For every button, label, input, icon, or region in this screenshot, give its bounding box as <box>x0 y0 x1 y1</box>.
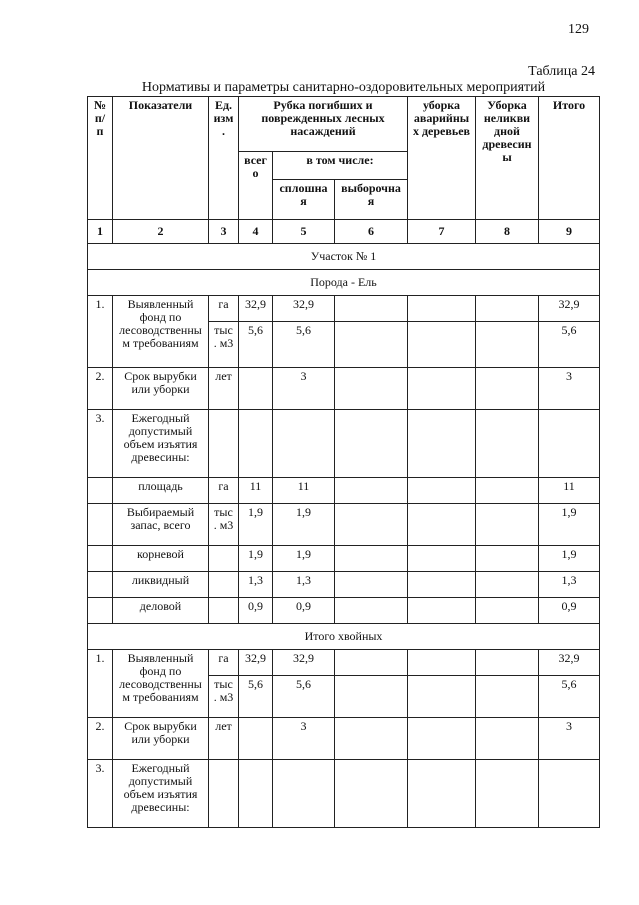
row-number <box>88 504 113 546</box>
header-cleanup: уборка аварийны х деревьев <box>408 97 476 220</box>
cell-selective <box>335 676 408 718</box>
cell-removal <box>476 504 539 546</box>
section-conifers-total: Итого хвойных <box>88 624 600 650</box>
cell-continuous: 5,6 <box>273 322 335 368</box>
table-row <box>88 478 600 504</box>
cell-removal <box>476 478 539 504</box>
colnum-5: 5 <box>273 220 335 244</box>
cell-removal <box>476 572 539 598</box>
row-number: 2. <box>88 368 113 410</box>
row-number: 3. <box>88 410 113 478</box>
cell-selective <box>335 598 408 624</box>
cell-total: 11 <box>539 478 600 504</box>
row-unit <box>209 598 239 624</box>
cell-continuous: 32,9 <box>273 296 335 322</box>
cell-all: 5,6 <box>239 322 273 368</box>
cell-total: 3 <box>539 368 600 410</box>
colnum-8: 8 <box>476 220 539 244</box>
row-name: Выбираемый запас, всего <box>113 504 209 546</box>
cell-continuous: 0,9 <box>273 598 335 624</box>
table-label: Таблица 24 <box>528 64 595 79</box>
row-name: корневой <box>113 546 209 572</box>
colnum-2: 2 <box>113 220 209 244</box>
cell-cleanup <box>408 296 476 322</box>
table-title: Нормативы и параметры санитарно-оздоровительных мероприятий <box>141 80 546 95</box>
row-name: Ежегодный допустимый объем изъятия древесины: <box>113 760 209 828</box>
row-name: ликвидный <box>113 572 209 598</box>
row-number: 1. <box>88 650 113 718</box>
cell-removal <box>476 368 539 410</box>
cell-all: 32,9 <box>239 650 273 676</box>
row-number <box>88 546 113 572</box>
table-row <box>88 650 600 676</box>
colnum-9: 9 <box>539 220 600 244</box>
cell-continuous <box>273 410 335 478</box>
row-unit: га <box>209 296 239 322</box>
cell-cleanup <box>408 760 476 828</box>
cell-removal <box>476 296 539 322</box>
colnum-3: 3 <box>209 220 239 244</box>
cell-total: 3 <box>539 718 600 760</box>
cell-continuous: 11 <box>273 478 335 504</box>
cell-cleanup <box>408 410 476 478</box>
row-name: Выявленный фонд по лесоводственны м требованиям <box>113 296 209 368</box>
cell-continuous: 3 <box>273 368 335 410</box>
row-number: 1. <box>88 296 113 368</box>
cell-all <box>239 718 273 760</box>
cell-cleanup <box>408 322 476 368</box>
cell-continuous: 1,3 <box>273 572 335 598</box>
cell-removal <box>476 598 539 624</box>
cell-continuous: 32,9 <box>273 650 335 676</box>
row-unit <box>209 546 239 572</box>
row-unit <box>209 410 239 478</box>
row-number <box>88 478 113 504</box>
cell-total: 32,9 <box>539 650 600 676</box>
cell-continuous: 3 <box>273 718 335 760</box>
header-felling: Рубка погибших и поврежденных лесных насаждений <box>239 97 408 152</box>
table-row <box>88 504 600 546</box>
row-number <box>88 598 113 624</box>
cell-cleanup <box>408 650 476 676</box>
row-unit: га <box>209 478 239 504</box>
cell-selective <box>335 296 408 322</box>
row-unit: лет <box>209 718 239 760</box>
cell-total: 1,9 <box>539 504 600 546</box>
cell-removal <box>476 650 539 676</box>
cell-total: 1,3 <box>539 572 600 598</box>
row-unit: лет <box>209 368 239 410</box>
cell-removal <box>476 676 539 718</box>
header-selective: выборочна я <box>335 180 408 220</box>
cell-selective <box>335 718 408 760</box>
section-species: Порода - Ель <box>88 270 600 296</box>
header-unit: Ед. изм . <box>209 97 239 220</box>
cell-selective <box>335 572 408 598</box>
colnum-7: 7 <box>408 220 476 244</box>
row-number <box>88 572 113 598</box>
cell-removal <box>476 760 539 828</box>
cell-cleanup <box>408 718 476 760</box>
header-removal: Уборка неликви дной древесин ы <box>476 97 539 220</box>
cell-total: 5,6 <box>539 676 600 718</box>
page-number: 129 <box>568 22 589 37</box>
header-total: Итого <box>539 97 600 220</box>
cell-cleanup <box>408 504 476 546</box>
cell-continuous: 5,6 <box>273 676 335 718</box>
row-name: Срок вырубки или уборки <box>113 368 209 410</box>
cell-all <box>239 368 273 410</box>
cell-all: 1,9 <box>239 504 273 546</box>
cell-all: 1,9 <box>239 546 273 572</box>
header-including: в том числе: <box>273 152 408 180</box>
row-unit: тыс . м3 <box>209 504 239 546</box>
cell-cleanup <box>408 572 476 598</box>
cell-selective <box>335 650 408 676</box>
cell-removal <box>476 546 539 572</box>
header-all: всег о <box>239 152 273 220</box>
cell-total: 5,6 <box>539 322 600 368</box>
row-unit: тыс . м3 <box>209 322 239 368</box>
table-row <box>88 572 600 598</box>
cell-selective <box>335 368 408 410</box>
row-name: Выявленный фонд по лесоводственны м требованиям <box>113 650 209 718</box>
cell-selective <box>335 478 408 504</box>
row-name: деловой <box>113 598 209 624</box>
row-unit: га <box>209 650 239 676</box>
cell-removal <box>476 718 539 760</box>
cell-total: 1,9 <box>539 546 600 572</box>
cell-cleanup <box>408 478 476 504</box>
cell-total: 32,9 <box>539 296 600 322</box>
table-row <box>88 718 600 760</box>
cell-all <box>239 410 273 478</box>
colnum-6: 6 <box>335 220 408 244</box>
cell-selective <box>335 546 408 572</box>
cell-total: 0,9 <box>539 598 600 624</box>
row-name: Ежегодный допустимый объем изъятия древесины: <box>113 410 209 478</box>
cell-cleanup <box>408 598 476 624</box>
norms-table <box>87 96 600 828</box>
cell-cleanup <box>408 676 476 718</box>
row-number: 2. <box>88 718 113 760</box>
cell-all: 11 <box>239 478 273 504</box>
cell-all <box>239 760 273 828</box>
cell-selective <box>335 760 408 828</box>
table-row <box>88 760 600 828</box>
row-number: 3. <box>88 760 113 828</box>
cell-selective <box>335 322 408 368</box>
cell-continuous: 1,9 <box>273 504 335 546</box>
table-row <box>88 598 600 624</box>
table-row <box>88 368 600 410</box>
cell-cleanup <box>408 368 476 410</box>
header-continuous: сплошна я <box>273 180 335 220</box>
row-unit: тыс . м3 <box>209 676 239 718</box>
cell-selective <box>335 504 408 546</box>
row-name: площадь <box>113 478 209 504</box>
cell-selective <box>335 410 408 478</box>
colnum-1: 1 <box>88 220 113 244</box>
cell-all: 32,9 <box>239 296 273 322</box>
cell-removal <box>476 410 539 478</box>
cell-continuous <box>273 760 335 828</box>
cell-cleanup <box>408 546 476 572</box>
cell-all: 5,6 <box>239 676 273 718</box>
cell-all: 1,3 <box>239 572 273 598</box>
cell-total <box>539 760 600 828</box>
row-unit <box>209 572 239 598</box>
table-row <box>88 546 600 572</box>
header-indicators: Показатели <box>113 97 209 220</box>
cell-continuous: 1,9 <box>273 546 335 572</box>
section-plot: Участок № 1 <box>88 244 600 270</box>
cell-total <box>539 410 600 478</box>
cell-all: 0,9 <box>239 598 273 624</box>
table-row <box>88 296 600 322</box>
header-number: № п/ п <box>88 97 113 220</box>
colnum-4: 4 <box>239 220 273 244</box>
cell-removal <box>476 322 539 368</box>
table-row <box>88 410 600 478</box>
row-name: Срок вырубки или уборки <box>113 718 209 760</box>
row-unit <box>209 760 239 828</box>
